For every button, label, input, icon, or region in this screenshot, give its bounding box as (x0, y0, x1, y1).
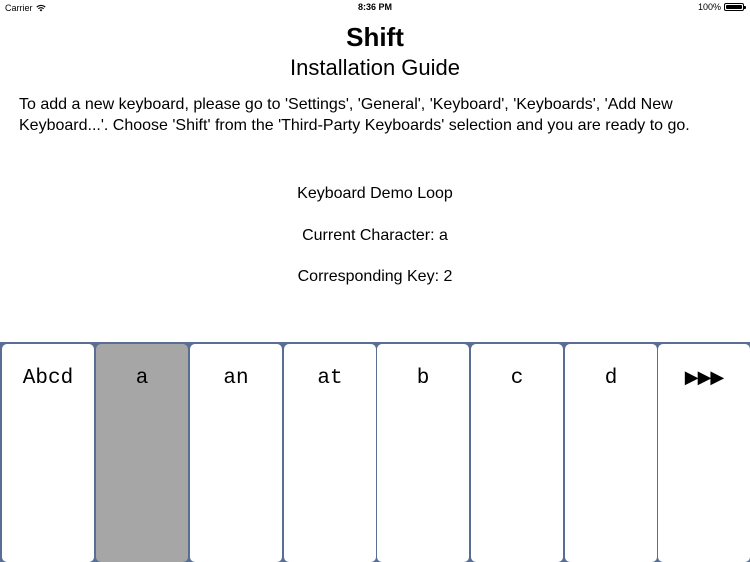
page-title: Shift (346, 22, 404, 52)
key-next[interactable]: ▶▶▶ (658, 344, 750, 562)
status-bar (0, 0, 750, 16)
current-character: Current Character: a (302, 227, 448, 244)
battery-percent: 100% (697, 2, 721, 12)
installation-instructions: To add a new keyboard, please go to 'Settings', 'General', 'Keyboard', 'Keyboards', 'Add New Keyboard...'. Choose 'Shift' from the 'Third-Party Keyboards' selection and you are ready to go. (19, 96, 690, 134)
battery-icon (724, 3, 744, 11)
key-3[interactable]: at (284, 344, 376, 562)
key-6[interactable]: d (565, 344, 657, 562)
carrier-label: Carrier (5, 3, 33, 13)
key-2[interactable]: an (190, 344, 282, 562)
keyboard (0, 342, 750, 562)
demo-heading: Keyboard Demo Loop (297, 185, 453, 202)
status-right (698, 2, 744, 12)
corresponding-key: Corresponding Key: 2 (297, 268, 453, 285)
battery-fill (726, 5, 742, 9)
key-1[interactable]: a (96, 344, 188, 562)
page-subtitle: Installation Guide (290, 55, 460, 80)
key-0[interactable]: Abcd (2, 344, 94, 562)
status-time: 8:36 PM (357, 2, 392, 12)
battery-nub (744, 6, 746, 9)
key-4[interactable]: b (377, 344, 469, 562)
key-5[interactable]: c (471, 344, 563, 562)
